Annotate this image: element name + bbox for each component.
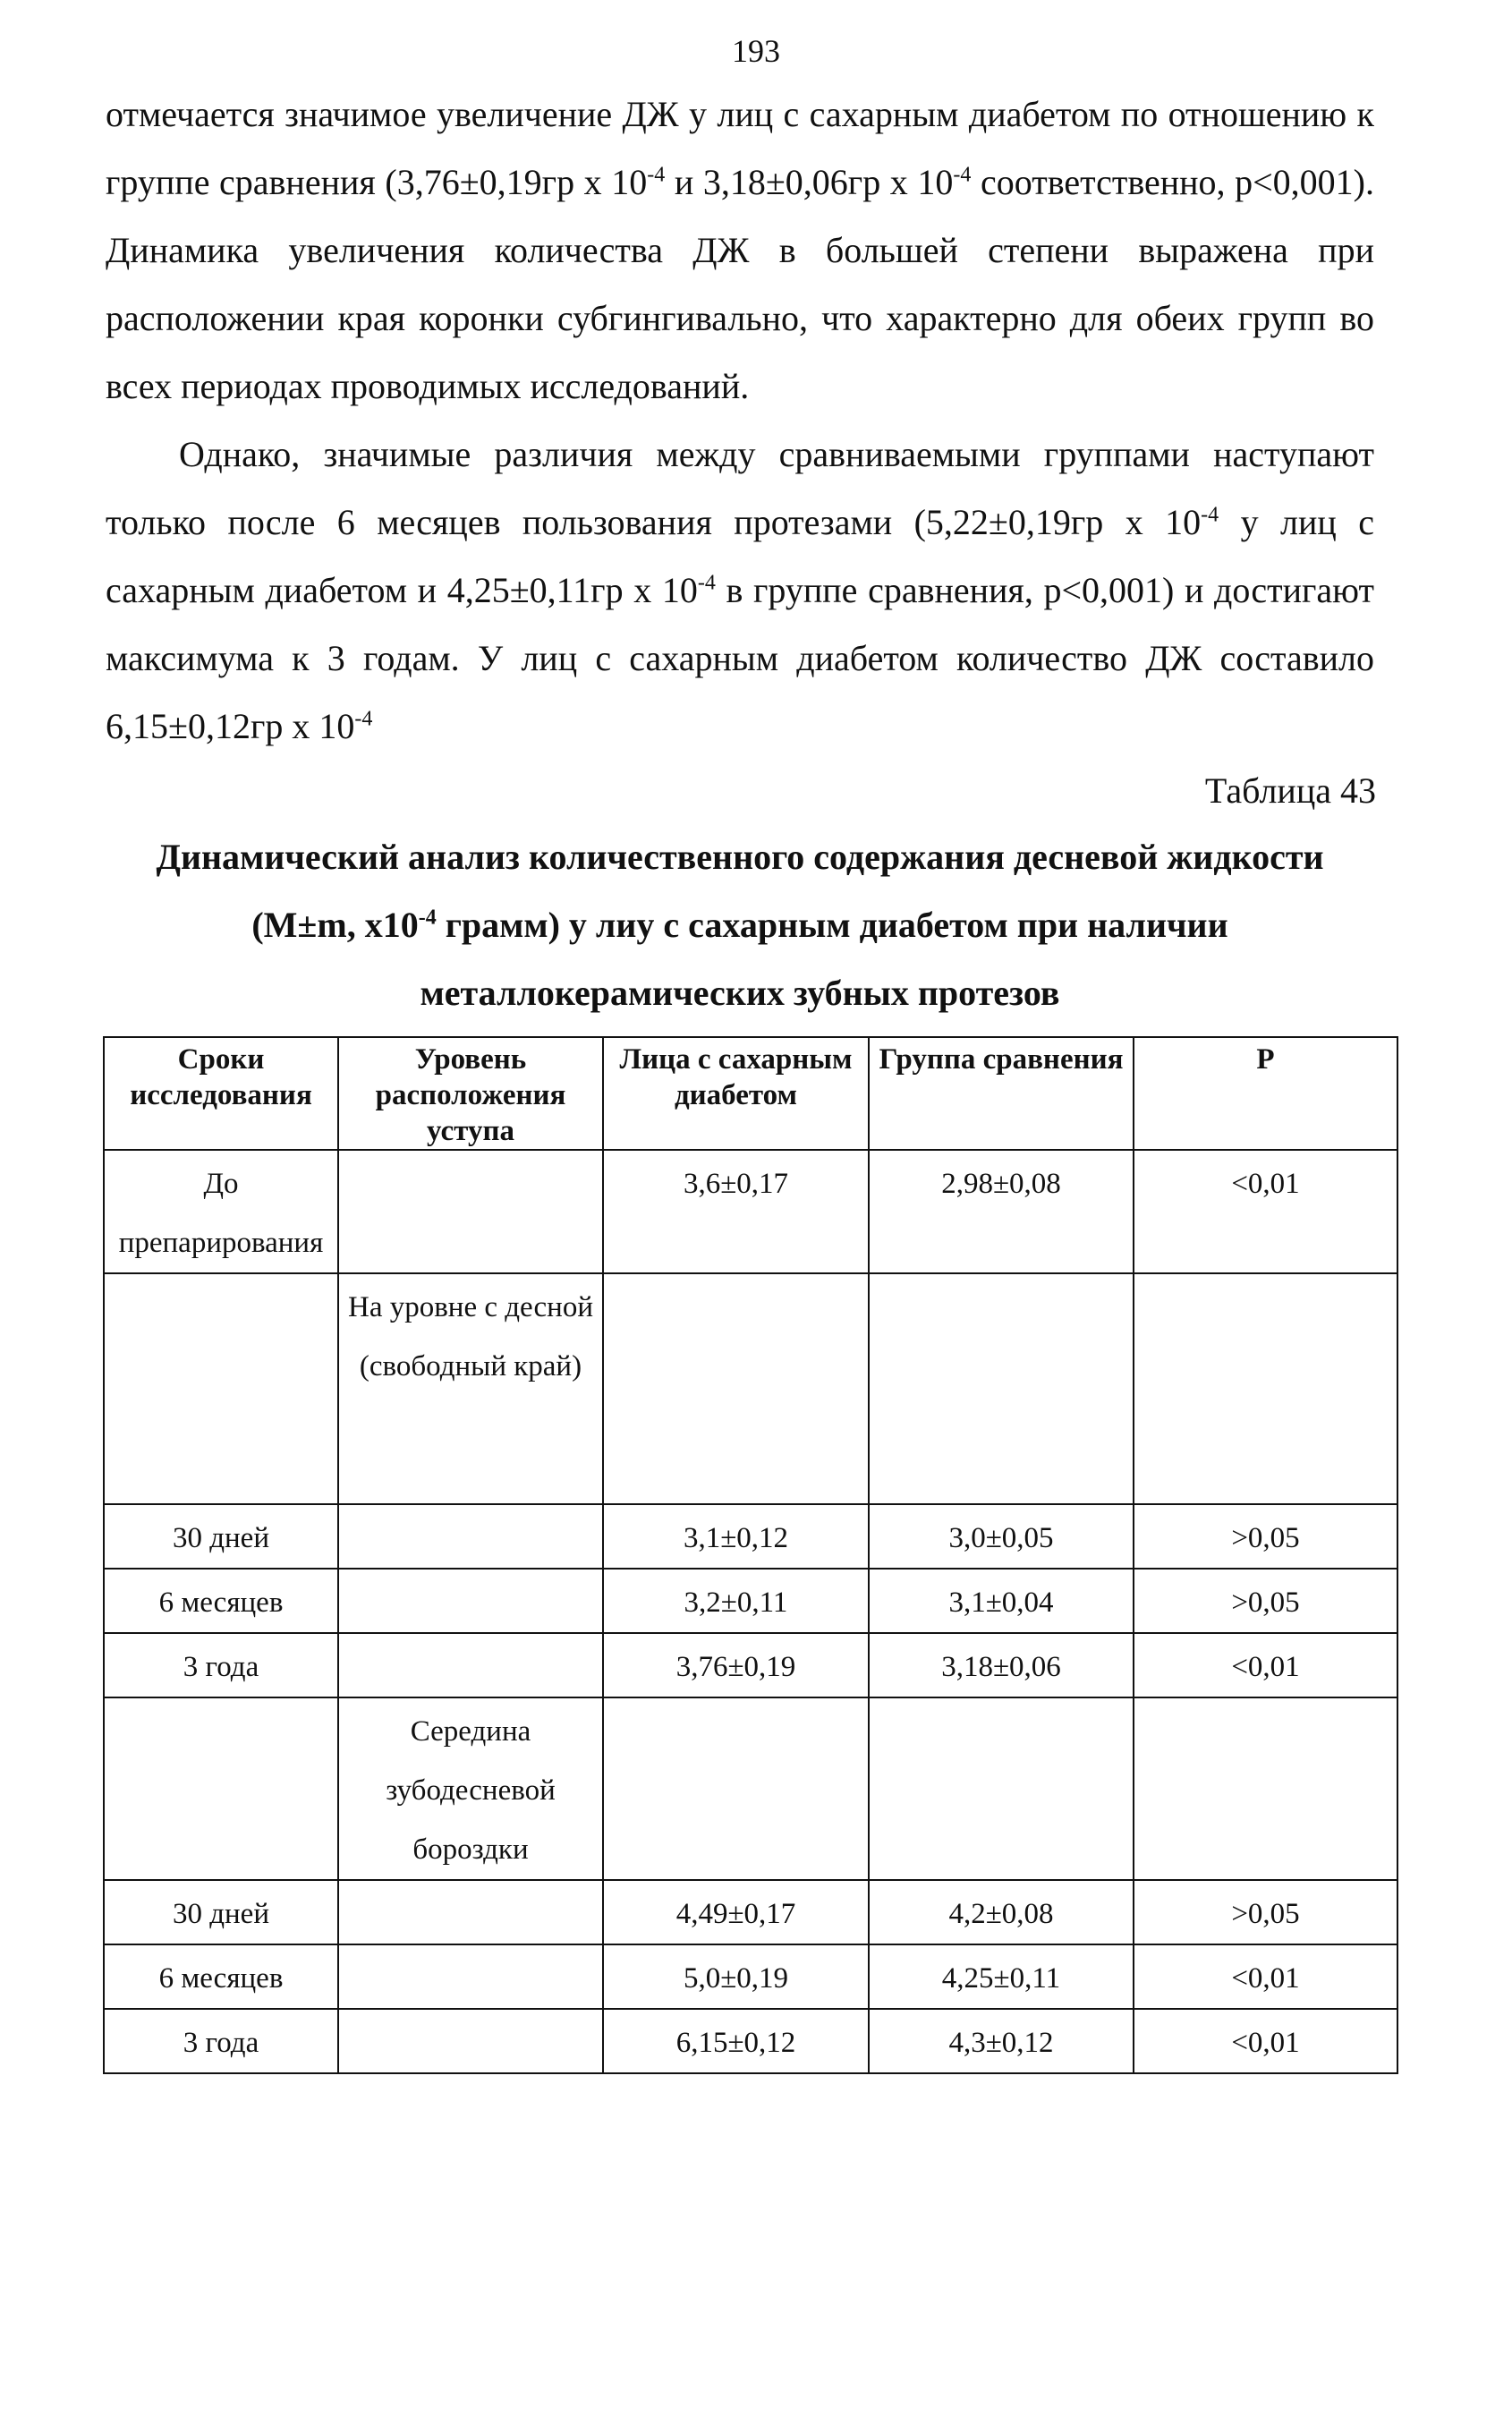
- table-row: [104, 1633, 1397, 1697]
- cell-comparison: [869, 1273, 1134, 1504]
- paragraph-1: [106, 81, 1374, 421]
- body-text: [106, 0, 1374, 761]
- cell-diabetes: 6,15±0,12: [603, 2009, 869, 2073]
- cell-comparison: 3,1±0,04: [869, 1569, 1134, 1633]
- header-comparison-group: Группа сравнения: [869, 1037, 1134, 1150]
- table-row: [104, 1944, 1397, 2009]
- cell-period: 3 года: [104, 1633, 338, 1697]
- cell-diabetes: 3,2±0,11: [603, 1569, 869, 1633]
- p1-sup-2: -4: [953, 163, 972, 187]
- cell-diabetes: [603, 1697, 869, 1880]
- page-number: 193: [732, 33, 780, 69]
- header-ledge-level: Уровень расположения уступа: [338, 1037, 603, 1150]
- cell-level: [338, 1880, 603, 1944]
- table-row: [104, 1150, 1397, 1273]
- paragraph-2: [106, 421, 1374, 761]
- cell-comparison: [869, 1697, 1134, 1880]
- p2-text-c: в группе сравнения, р<0,001) и достигают максимума к 3 годам. У лиц с сахарным диабетом количество ДЖ составило 6,15±0,12гр х 10: [106, 570, 1374, 746]
- p1-text-a: отмечается значимое увеличение ДЖ у лиц с сахарным диабетом по отношению к группе сравнения (3,76±0,19гр х 10: [106, 94, 1374, 202]
- cell-level: На уровне с десной (свободный край): [338, 1273, 603, 1504]
- cell-comparison: 4,2±0,08: [869, 1880, 1134, 1944]
- header-p-value: Р: [1134, 1037, 1397, 1150]
- cell-p: <0,01: [1134, 1633, 1397, 1697]
- cell-diabetes: 3,76±0,19: [603, 1633, 869, 1697]
- cell-level: [338, 1504, 603, 1569]
- table-title-part2: грамм) у лиу с сахарным диабетом при наличии металлокерамических зубных протезов: [420, 905, 1228, 1013]
- p2-text-a: Однако, значимые различия между сравниваемыми группами наступают только после 6 месяцев пользования протезами (5,22±0,19гр х 10: [106, 434, 1374, 542]
- p1-text-b: и 3,18±0,06гр х 10: [665, 162, 954, 202]
- cell-diabetes: 5,0±0,19: [603, 1944, 869, 2009]
- p2-sup-1: -4: [1201, 503, 1219, 527]
- cell-p: >0,05: [1134, 1569, 1397, 1633]
- table-row: [104, 2009, 1397, 2073]
- cell-level: [338, 1150, 603, 1273]
- cell-p: [1134, 1273, 1397, 1504]
- cell-period: 30 дней: [104, 1504, 338, 1569]
- table-title: [106, 823, 1374, 1027]
- p2-text-b: у лиц с сахарным диабетом и 4,25±0,11гр х 10: [106, 502, 1374, 610]
- cell-period: [104, 1273, 338, 1504]
- table-label: Таблица 43: [1204, 770, 1376, 811]
- cell-p: <0,01: [1134, 1944, 1397, 2009]
- table-row: [104, 1273, 1397, 1504]
- p1-text-c: соответственно, р<0,001). Динамика увеличения количества ДЖ в большей степени выражена при расположении края коронки субгингивально, что характерно для обеих групп во всех периодах проводимых исследований.: [106, 162, 1375, 406]
- table-row: [104, 1569, 1397, 1633]
- cell-diabetes: [603, 1273, 869, 1504]
- table-title-sup: -4: [418, 906, 437, 930]
- cell-p: [1134, 1697, 1397, 1880]
- table-header-row: [104, 1037, 1397, 1150]
- table-row: [104, 1697, 1397, 1880]
- cell-level: [338, 1944, 603, 2009]
- cell-p: >0,05: [1134, 1880, 1397, 1944]
- cell-comparison: 4,3±0,12: [869, 2009, 1134, 2073]
- cell-level: Середина зубодесневой бороздки: [338, 1697, 603, 1880]
- table-row: [104, 1880, 1397, 1944]
- cell-diabetes: 3,1±0,12: [603, 1504, 869, 1569]
- cell-level: [338, 2009, 603, 2073]
- cell-comparison: 3,0±0,05: [869, 1504, 1134, 1569]
- cell-period: [104, 1697, 338, 1880]
- cell-p: <0,01: [1134, 2009, 1397, 2073]
- cell-diabetes: 3,6±0,17: [603, 1150, 869, 1273]
- cell-period: 30 дней: [104, 1880, 338, 1944]
- cell-level: [338, 1569, 603, 1633]
- cell-p: >0,05: [1134, 1504, 1397, 1569]
- cell-p: <0,01: [1134, 1150, 1397, 1273]
- p1-sup-1: -4: [647, 163, 666, 187]
- table-row: [104, 1504, 1397, 1569]
- cell-period: До препарирования: [104, 1150, 338, 1273]
- table-title-part1: Динамический анализ количественного содержания десневой жидкости (M±m, x10: [156, 837, 1324, 945]
- header-diabetes-group: Лица с сахарным диабетом: [603, 1037, 869, 1150]
- p2-sup-2: -4: [697, 571, 716, 595]
- cell-comparison: 4,25±0,11: [869, 1944, 1134, 2009]
- data-table: [103, 1036, 1398, 2074]
- cell-period: 6 месяцев: [104, 1569, 338, 1633]
- header-period: Сроки исследования: [104, 1037, 338, 1150]
- cell-period: 6 месяцев: [104, 1944, 338, 2009]
- cell-period: 3 года: [104, 2009, 338, 2073]
- cell-comparison: 3,18±0,06: [869, 1633, 1134, 1697]
- cell-level: [338, 1633, 603, 1697]
- cell-comparison: 2,98±0,08: [869, 1150, 1134, 1273]
- cell-diabetes: 4,49±0,17: [603, 1880, 869, 1944]
- p2-sup-3: -4: [354, 707, 373, 731]
